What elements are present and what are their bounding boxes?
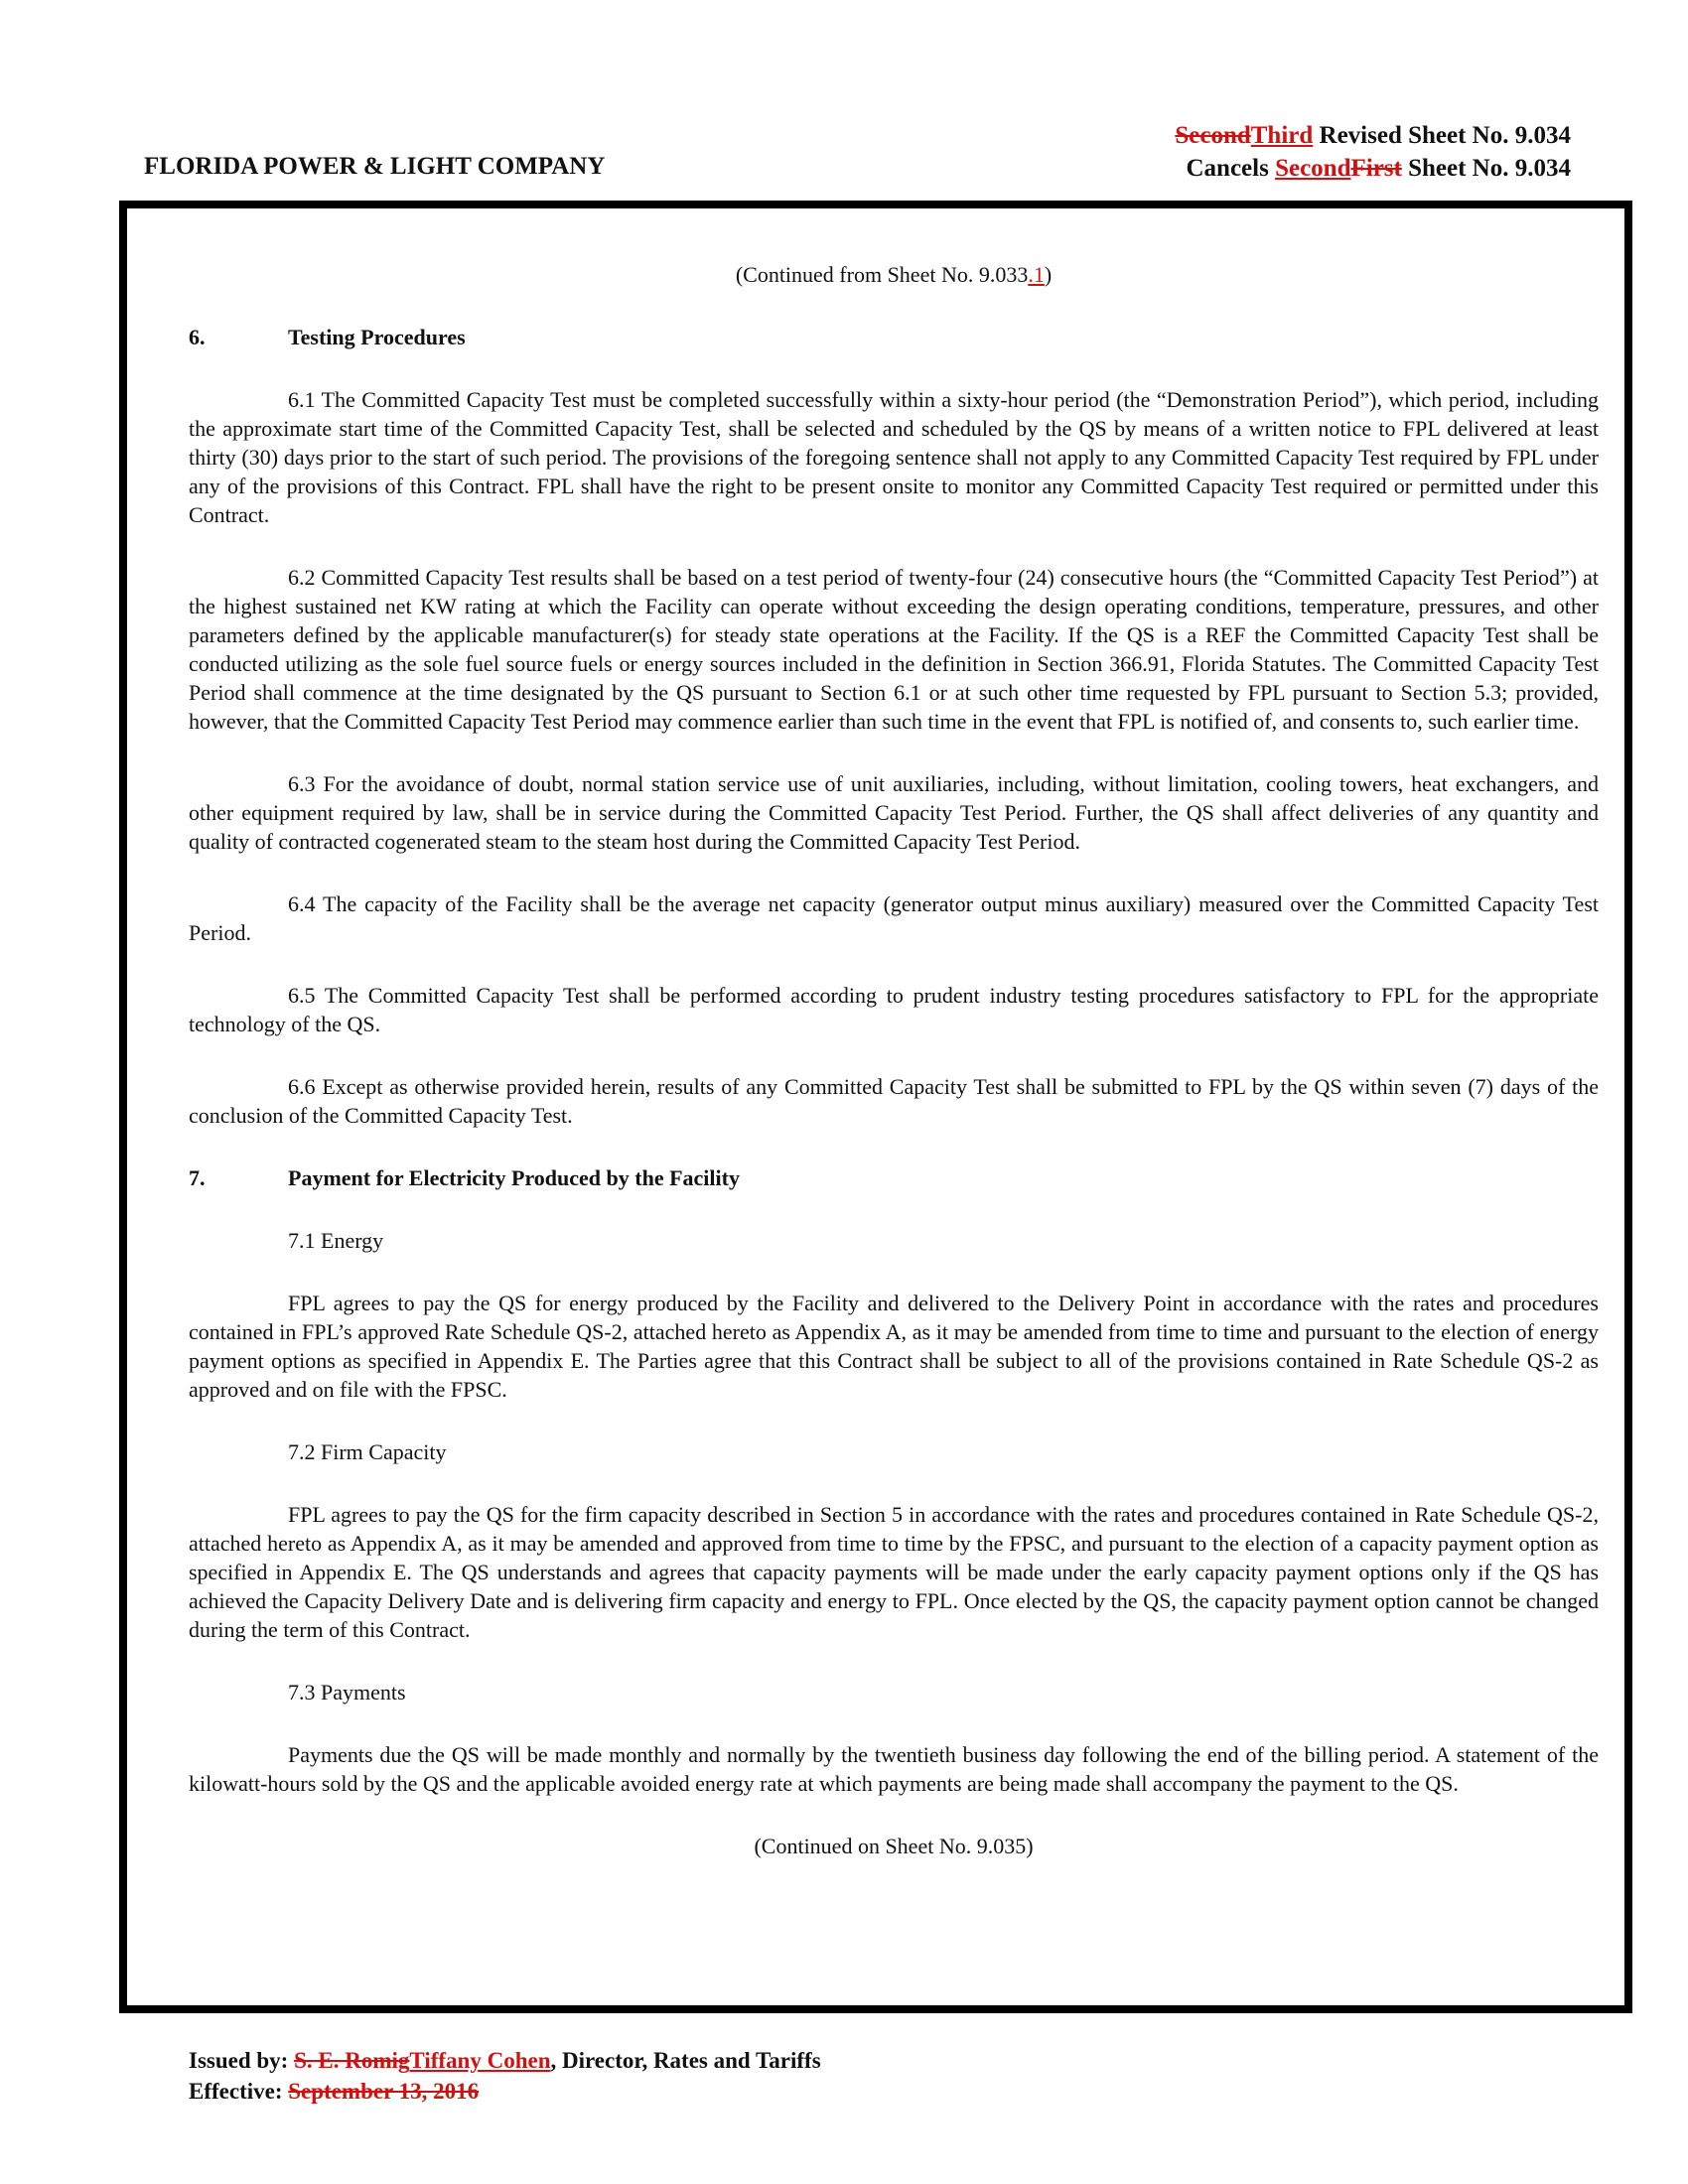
footer: [189, 2045, 821, 2107]
continued-on: (Continued on Sheet No. 9.035): [754, 1834, 1034, 1858]
deleted-text: S. E. Romig: [294, 2048, 410, 2073]
revised-sheet-line: [1175, 119, 1571, 152]
paragraph-7-2: FPL agrees to pay the QS for the firm capacity described in Section 5 in accordance with the rates and procedures contained in Rate Schedule QS-2, attached hereto as Appendix A, as it may be amended and approved from time to time by the FPSC, and pursuant to the election of a capacity payment option as specified in Appendix E. The QS understands and agrees that capacity payments will be made under the early capacity payment options only if the QS has achieved the Capacity Delivery Date and is delivering firm capacity and energy to FPL. Once elected by the QS, the capacity payment option cannot be changed during the term of this Contract.: [189, 1502, 1599, 1642]
continued-from-close: ): [1044, 262, 1053, 287]
issued-title: , Director, Rates and Tariffs: [550, 2048, 821, 2073]
cancels-sheet-line: [1175, 152, 1571, 185]
paragraph-6-2: 6.2 Committed Capacity Test results shall be based on a test period of twenty-four (24) consecutive hours (the “Committed Capacity Test Period”) at the highest sustained net KW rating at which the Facility can operate without exceeding the design operating conditions, temperature, pressures, and other parameters defined by the applicable manufacturer(s) for steady state operations at the Facility. If the QS is a REF the Committed Capacity Test shall be conducted utilizing as the sole fuel source fuels or energy sources included in the definition in Section 366.91, Florida Statutes. The Committed Capacity Test Period shall commence at the time designated by the QS pursuant to Section 6.1 or at such other time requested by FPL pursuant to Section 5.3; provided, however, that the Committed Capacity Test Period may commence earlier than such time in the event that FPL is notified of, and consents to, such earlier time.: [189, 565, 1599, 734]
section-number: 6.: [189, 325, 206, 349]
section-7-heading: [189, 1163, 1599, 1192]
deleted-text: Second: [1175, 122, 1251, 149]
section-6-heading: [189, 323, 1599, 351]
revised-sheet-text: Revised Sheet No. 9.034: [1313, 122, 1571, 149]
effective-line: [189, 2076, 821, 2107]
cancels-prefix: Cancels: [1186, 155, 1276, 182]
subheading-7-2: 7.2 Firm Capacity: [288, 1439, 447, 1464]
inserted-text: .1: [1028, 262, 1045, 287]
paragraph-7-3: Payments due the QS will be made monthly and normally by the twentieth business day following the end of the billing period. A statement of the kilowatt-hours sold by the QS and the applicable avoided energy rate at which payments are being made shall accompany the payment to the QS.: [189, 1742, 1599, 1796]
effective-label: Effective:: [189, 2079, 289, 2104]
sheet-number-block: [1175, 119, 1571, 185]
deleted-text: First: [1350, 155, 1402, 182]
company-name: FLORIDA POWER & LIGHT COMPANY: [144, 153, 606, 180]
section-title: Payment for Electricity Produced by the Facility: [288, 1165, 740, 1190]
deleted-text: September 13, 2016: [288, 2079, 480, 2104]
issued-by-line: [189, 2045, 821, 2076]
subheading-7-1: 7.1 Energy: [288, 1228, 384, 1253]
inserted-text: Third: [1250, 122, 1314, 149]
paragraph-6-6: 6.6 Except as otherwise provided herein, results of any Committed Capacity Test shall be submitted to FPL by the QS within seven (7) days of the conclusion of the Committed Capacity Test.: [189, 1074, 1599, 1128]
section-title: Testing Procedures: [288, 325, 466, 349]
continued-from: [189, 260, 1599, 289]
subheading-7-3: 7.3 Payments: [288, 1680, 406, 1705]
inserted-text: Second: [1275, 155, 1351, 182]
document-body: [189, 260, 1599, 1860]
issued-label: Issued by:: [189, 2048, 295, 2073]
paragraph-6-4: 6.4 The capacity of the Facility shall be the average net capacity (generator output minus auxiliary) measured over the Committed Capacity Test Period.: [189, 891, 1599, 945]
inserted-text: Tiffany Cohen: [409, 2048, 551, 2073]
section-number: 7.: [189, 1165, 206, 1190]
paragraph-7-1: FPL agrees to pay the QS for energy produced by the Facility and delivered to the Delivery Point in accordance with the rates and procedures contained in FPL’s approved Rate Schedule QS-2, attached hereto as Appendix A, as it may be amended from time to time and pursuant to the election of energy payment options as specified in Appendix E. The Parties agree that this Contract shall be subject to all of the provisions contained in Rate Schedule QS-2 as approved and on file with the FPSC.: [189, 1291, 1599, 1402]
continued-from-text: (Continued from Sheet No. 9.033: [735, 262, 1029, 287]
cancels-sheet-text: Sheet No. 9.034: [1401, 155, 1571, 182]
paragraph-6-3: 6.3 For the avoidance of doubt, normal station service use of unit auxiliaries, including, without limitation, cooling towers, heat exchangers, and other equipment required by law, shall be in service during the Committed Capacity Test Period. Further, the QS shall affect deliveries of any quantity and quality of contracted cogenerated steam to the steam host during the Committed Capacity Test Period.: [189, 771, 1599, 854]
paragraph-6-1: 6.1 The Committed Capacity Test must be completed successfully within a sixty-hour period (the “Demonstration Period”), which period, including the approximate start time of the Committed Capacity Test, shall be selected and scheduled by the QS by means of a written notice to FPL delivered at least thirty (30) days prior to the start of such period. The provisions of the foregoing sentence shall not apply to any Committed Capacity Test required by FPL under any of the provisions of this Contract. FPL shall have the right to be present onsite to monitor any Committed Capacity Test required or permitted under this Contract.: [189, 387, 1599, 527]
paragraph-6-5: 6.5 The Committed Capacity Test shall be performed according to prudent industry testing procedures satisfactory to FPL for the appropriate technology of the QS.: [189, 983, 1599, 1036]
